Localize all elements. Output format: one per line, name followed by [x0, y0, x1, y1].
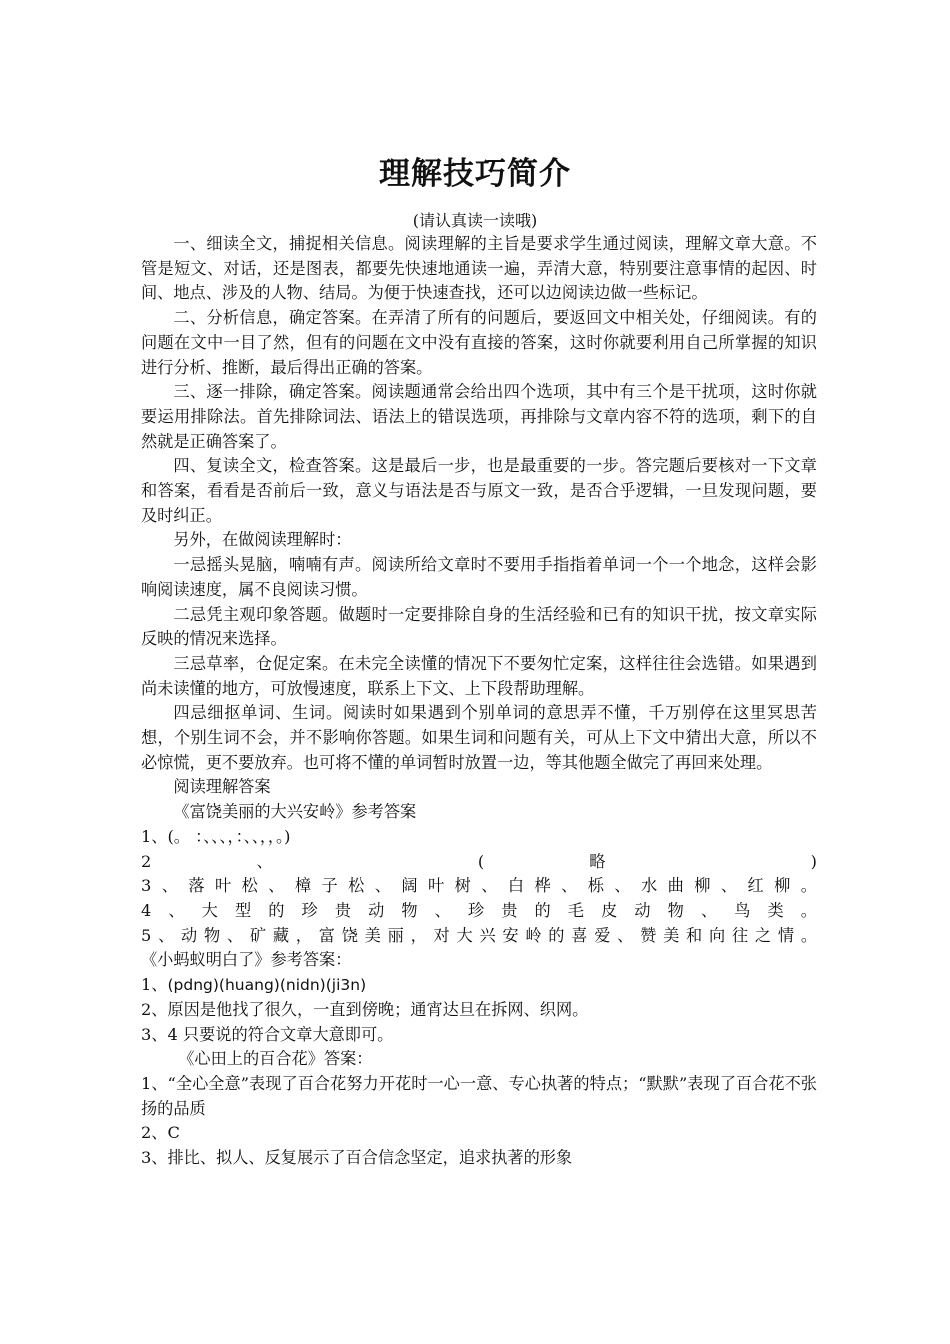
paragraph-avoid-1: 一忌摇头晃脑，喃喃有声。阅读所给文章时不要用手指指着单词一个一个地念，这样会影响阅读速度，属不良阅读习惯。 — [141, 555, 817, 599]
pinyin-answer: (pdng)(huang)(nidn)(ji3n) — [167, 976, 367, 995]
document-subtitle: (请认真读一读哦) — [412, 211, 538, 230]
document-body — [141, 232, 817, 1171]
paragraph-avoid-4: 四忌细抠单词、生词。阅读时如果遇到个别单词的意思弄不懂，千万别停在这里冥思苦想，个别生词不会，并不影响你答题。如果生词和问题有关，可从上下文中猜出大意，所以不必惊慌，更不要放弃。也可将不懂的单词暂时放置一边，等其他题全做完了再回来处理。 — [141, 703, 817, 772]
section-title-xiaomayi: 《小蚂蚁明白了》参考答案： — [141, 950, 352, 970]
answer-line: 1、(。 ：、、、，：、、，，。) — [141, 826, 291, 846]
answer-line: 4、大型的珍贵动物、珍贵的毛皮动物、鸟类。 — [141, 900, 817, 920]
answer-line: 2、原因是他找了很久，一直到傍晚；通宵达旦在拆网、织网。 — [141, 999, 589, 1019]
paragraph-avoid-3: 三忌草率，仓促定案。在未完全读懂的情况下不要匆忙定案，这样往往会选错。如果遇到尚未读懂的地方，可放慢速度，联系上下文、上下段帮助理解。 — [141, 653, 817, 698]
answer-line: 1、“全心全意”表现了百合花努力开花时一心一意、专心执著的特点；“默默”表现了百合花不张扬的品质 — [141, 1073, 817, 1118]
answer-line: 3、排比、拟人、反复展示了百合信念坚定，追求执著的形象 — [141, 1148, 573, 1168]
answer-line: 2、C — [141, 1123, 180, 1143]
answer-line: 3、4 只要说的符合文章大意即可。 — [141, 1024, 394, 1044]
section-title-daxinganling: 《富饶美丽的大兴安岭》参考答案 — [173, 802, 417, 822]
paragraph-besides: 另外，在做阅读理解时： — [173, 530, 352, 550]
section-title-baihehua: 《心田上的百合花》答案： — [178, 1049, 373, 1069]
answer-line: 2 、 ( 略 ) — [141, 851, 817, 871]
answer-number: 1、 — [141, 975, 168, 995]
paragraph-avoid-2: 二忌凭主观印象答题。做题时一定要排除自身的生活经验和已有的知识干扰，按文章实际反映的情况来选择。 — [141, 604, 817, 649]
answer-line: 5、动物、矿藏，富饶美丽，对大兴安岭的喜爱、赞美和向往之情。 — [141, 925, 817, 945]
answer-line — [141, 973, 817, 998]
paragraph-tip-2: 二、分析信息，确定答案。在弄清了所有的问题后，要返回文中相关处，仔细阅读。有的问题在文中一目了然，但有的问题在文中没有直接的答案，这时你就要利用自己所掌握的知识进行分析、推断，最后得出正确的答案。 — [141, 308, 817, 377]
paragraph-tip-3: 三、逐一排除，确定答案。阅读题通常会给出四个选项，其中有三个是干扰项，这时你就要运用排除法。首先排除词法、语法上的错误选项，再排除与文章内容不符的选项，剩下的自然就是正确答案了。 — [141, 382, 817, 451]
document-title: 理解技巧简介 — [379, 156, 571, 192]
paragraph-tip-1: 一、细读全文，捕捉相关信息。阅读理解的主旨是要求学生通过阅读，理解文章大意。不管是短文、对话，还是图表，都要先快速地通读一遍，弄清大意，特别要注意事情的起因、时间、地点、涉及的人物、结局。为便于快速查找，还可以边阅读边做一些标记。 — [141, 234, 817, 303]
answer-line: 3、落叶松、樟子松、阔叶树、白桦、栎、水曲柳、红柳。 — [141, 876, 817, 896]
paragraph-tip-4: 四、复读全文，检查答案。这是最后一步，也是最重要的一步。答完题后要核对一下文章和答案，看看是否前后一致，意义与语法是否与原文一致，是否合乎逻辑，一旦发现问题，要及时纠正。 — [141, 456, 817, 525]
answers-heading: 阅读理解答案 — [173, 777, 271, 797]
